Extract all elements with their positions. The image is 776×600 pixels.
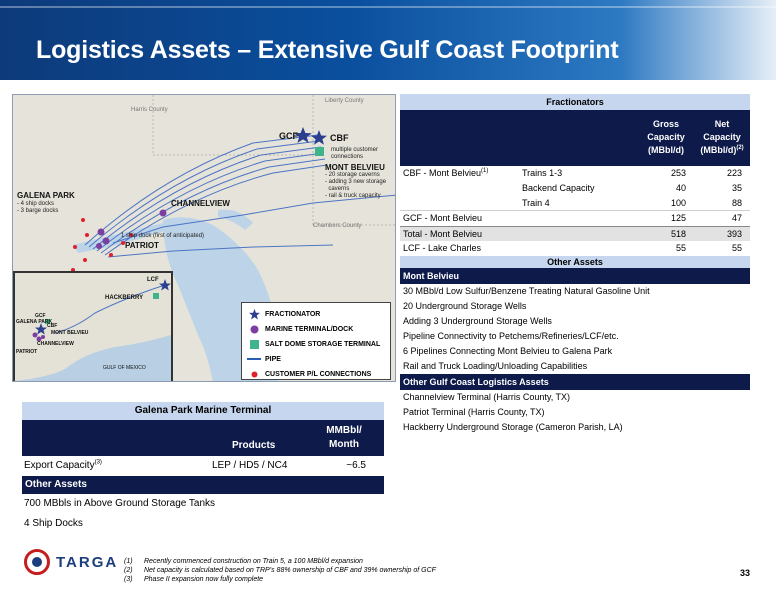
row-gross: 100 [670, 198, 686, 208]
inset-galena-park-label: GALENA PARK [16, 319, 53, 325]
row-name: LCF - Lake Charles [403, 243, 482, 253]
mont-belvieu-label: MONT BELVIEU [325, 163, 385, 172]
legend-item-pipe [247, 352, 385, 366]
fractionators-table [400, 94, 750, 271]
liberty-county-label: Liberty County [325, 98, 364, 104]
row-gross: 40 [675, 183, 686, 193]
mont-belvieu-bar: Mont Belvieu [400, 268, 750, 284]
dot-icon [247, 371, 261, 378]
footnote [124, 566, 436, 575]
patriot-note: 1 ship dock (first of anticipated) [121, 233, 205, 239]
galena-park-header: Galena Park Marine Terminal [22, 402, 384, 420]
chambers-county-label: Chambers County [313, 223, 362, 229]
mb-note: - adding 3 new storage [325, 179, 387, 185]
gcf-label: GCF [279, 131, 298, 141]
mb-note: - rail & truck capacity [325, 193, 381, 199]
net-capacity-header [696, 118, 748, 157]
mb-note: caverns [325, 186, 350, 192]
footnote-text: Phase II expansion now fully complete [144, 576, 264, 583]
inset-graphic [15, 273, 171, 381]
inset-hackberry-label: HACKBERRY [105, 295, 144, 301]
gulf-coast-bar: Other Gulf Coast Logistics Assets [400, 374, 750, 390]
cbf-label: CBF [330, 133, 349, 143]
list-item: 30 MBbl/d Low Sulfur/Benzene Treating Natural Gasoline Unit [403, 286, 650, 296]
gp-other-assets-bar: Other Assets [22, 476, 384, 494]
other-assets-header: Other Assets [400, 256, 750, 268]
footnote [124, 557, 436, 566]
gp-note: - 4 ship docks [17, 201, 55, 207]
mb-note: - 20 storage caverns [325, 172, 380, 178]
list-item: Adding 3 Underground Storage Wells [403, 316, 552, 326]
logo-text: TARGA [56, 553, 119, 571]
inset-lcf-label: LCF [147, 277, 159, 283]
targa-logo [24, 549, 118, 575]
list-item: Pipeline Connectivity to Petchems/Refineries/LCF/etc. [403, 331, 619, 341]
table-row [400, 181, 750, 196]
mmbbl-header: MMBbl/ Month [326, 425, 362, 450]
products-header: Products [232, 440, 276, 451]
row-value: ~6.5 [346, 460, 366, 471]
legend-item-marine [247, 322, 385, 336]
inset-gulf-label: GULF OF MEXICO [103, 365, 146, 371]
logo-emblem-icon [24, 549, 50, 575]
fractionators-header: Fractionators [400, 94, 750, 110]
other-assets-table [400, 256, 750, 435]
list-item: Patriot Terminal (Harris County, TX) [403, 407, 545, 417]
page-number: 33 [739, 568, 750, 578]
multiple-connections-note: multiple customer connections [331, 147, 379, 160]
inset-channelview-label: CHANNELVIEW [37, 341, 74, 347]
table-row [400, 196, 750, 211]
row-net: 35 [731, 183, 742, 193]
footnote-ref: (1) [481, 168, 489, 174]
inset-gcf-label: GCF [35, 313, 46, 319]
net-capacity-text: Net Capacity (MBbl/d) [700, 119, 741, 155]
inset-cbf-label: CBF [47, 323, 58, 329]
title-banner [0, 0, 776, 80]
row-net: 223 [726, 168, 742, 178]
galena-park-table [22, 402, 384, 534]
list-item: 20 Underground Storage Wells [403, 301, 527, 311]
legend-label: MARINE TERMINAL/DOCK [265, 325, 354, 333]
footnote-text: Recently commenced construction on Train 5, a 100 MBbl/d expansion [144, 558, 363, 565]
table-row [400, 166, 750, 181]
galena-park-column-header [22, 420, 384, 456]
mont-belvieu-notes [325, 172, 386, 200]
footnote-ref: (3) [94, 459, 102, 466]
list-item: 4 Ship Docks [24, 518, 83, 529]
inset-map [13, 271, 173, 382]
row-net: 47 [731, 213, 742, 223]
table-row-subtotal [400, 226, 750, 241]
list-item: Hackberry Underground Storage (Cameron Parish, LA) [403, 422, 623, 432]
row-label [24, 456, 102, 476]
galena-park-label: GALENA PARK [17, 191, 75, 200]
legend-item-fractionator [247, 307, 385, 321]
row-item: Backend Capacity [522, 183, 595, 193]
row-name [403, 166, 488, 181]
table-row [400, 241, 750, 256]
footnote-number: (2) [124, 567, 133, 574]
footnote-ref: (2) [736, 145, 744, 151]
export-capacity-row [22, 456, 384, 476]
table-row [400, 211, 750, 226]
square-icon [247, 340, 261, 349]
footnote-text: Net capacity is calculated based on TRP’s 88% ownership of CBF and 39% ownership of GCF [144, 567, 436, 574]
map-legend [241, 302, 391, 380]
row-name: GCF - Mont Belvieu [403, 213, 483, 223]
row-item: Trains 1-3 [522, 168, 563, 178]
legend-label: CUSTOMER P/L CONNECTIONS [265, 370, 372, 378]
inset-mont-belvieu-label: MONT BELVIEU [51, 330, 89, 336]
row-name: Total - Mont Belvieu [403, 229, 483, 239]
page-title: Logistics Assets – Extensive Gulf Coast Footprint [36, 36, 619, 64]
list-item: 700 MBbls in Above Ground Storage Tanks [24, 498, 216, 509]
galena-park-notes [17, 201, 58, 215]
legend-label: FRACTIONATOR [265, 310, 321, 318]
patriot-label: PATRIOT [125, 241, 159, 250]
list-item: Rail and Truck Loading/Unloading Capabilities [403, 361, 588, 371]
row-net: 88 [731, 198, 742, 208]
inset-patriot-label: PATRIOT [16, 349, 38, 355]
footnote-number: (1) [124, 558, 133, 565]
star-icon [247, 309, 261, 320]
list-item: Channelview Terminal (Harris County, TX) [403, 392, 571, 402]
line-icon [247, 357, 261, 361]
fractionators-column-header [400, 110, 750, 166]
row-label-text: Export Capacity [24, 460, 95, 471]
row-products: LEP / HD5 / NC4 [212, 460, 288, 471]
gross-capacity-header: Gross Capacity (MBbl/d) [647, 119, 685, 155]
harris-county-label: Harris County [131, 107, 168, 113]
legend-label: PIPE [265, 355, 281, 363]
banner-stripe [0, 6, 776, 8]
footnote [124, 575, 436, 584]
row-net: 55 [731, 243, 742, 253]
row-gross: 55 [675, 243, 686, 253]
gp-note: - 3 barge docks [17, 208, 59, 214]
footnote-number: (3) [124, 576, 133, 583]
legend-item-salt-dome [247, 337, 385, 351]
channelview-label: CHANNELVIEW [171, 199, 230, 208]
legend-item-customer [247, 367, 385, 381]
row-gross: 518 [670, 229, 686, 239]
row-net: 393 [726, 229, 742, 239]
list-item: 6 Pipelines Connecting Mont Belvieu to Galena Park [403, 346, 613, 356]
row-item: Train 4 [522, 198, 550, 208]
gulf-coast-map [12, 94, 396, 382]
row-gross: 253 [670, 168, 686, 178]
row-gross: 125 [670, 213, 686, 223]
row-name-text: CBF - Mont Belvieu [403, 168, 482, 178]
footnotes [124, 557, 436, 584]
circle-icon [247, 325, 261, 334]
legend-label: SALT DOME STORAGE TERMINAL [265, 340, 381, 348]
